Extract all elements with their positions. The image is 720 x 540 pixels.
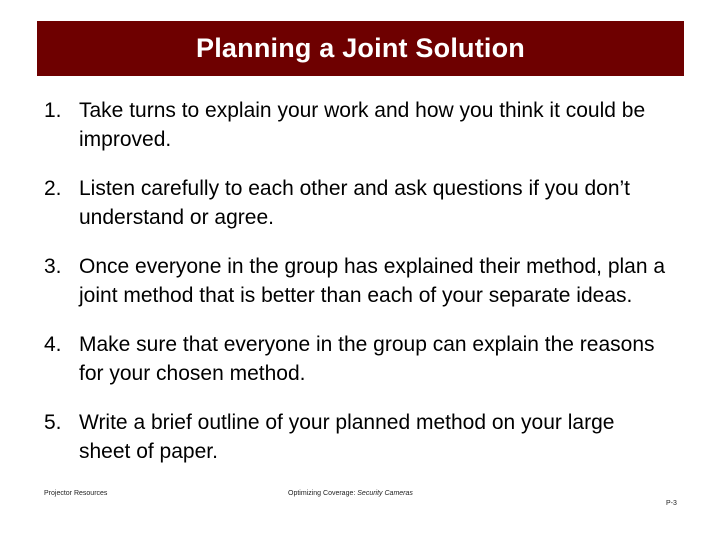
footer-lesson-prefix: Optimizing Coverage: [288,490,358,497]
step-text: Make sure that everyone in the group can explain the reasons for your chosen method. [79,333,655,385]
steps-list [44,96,684,486]
footer-lesson-name: Security Cameras [357,490,413,497]
list-item [44,330,684,388]
step-number: 5. [44,411,62,434]
step-text: Once everyone in the group has explained their method, plan a joint method that is better than each of your separate ideas. [79,255,666,307]
title-banner [37,21,684,76]
step-number: 3. [44,255,62,278]
slide-title: Planning a Joint Solution [196,33,525,63]
step-text: Write a brief outline of your planned method on your large sheet of paper. [79,411,615,463]
step-text: Take turns to explain your work and how you think it could be improved. [79,99,646,151]
list-item [44,96,684,154]
step-number: 4. [44,333,62,356]
list-item [44,408,684,466]
step-number: 1. [44,99,62,122]
step-text: Listen carefully to each other and ask questions if you don’t understand or agree. [79,177,631,229]
footer-source: Projector Resources [44,490,108,497]
step-number: 2. [44,177,62,200]
footer-lesson-title [288,490,413,497]
list-item [44,174,684,232]
page-number: P-3 [666,500,677,507]
list-item [44,252,684,310]
